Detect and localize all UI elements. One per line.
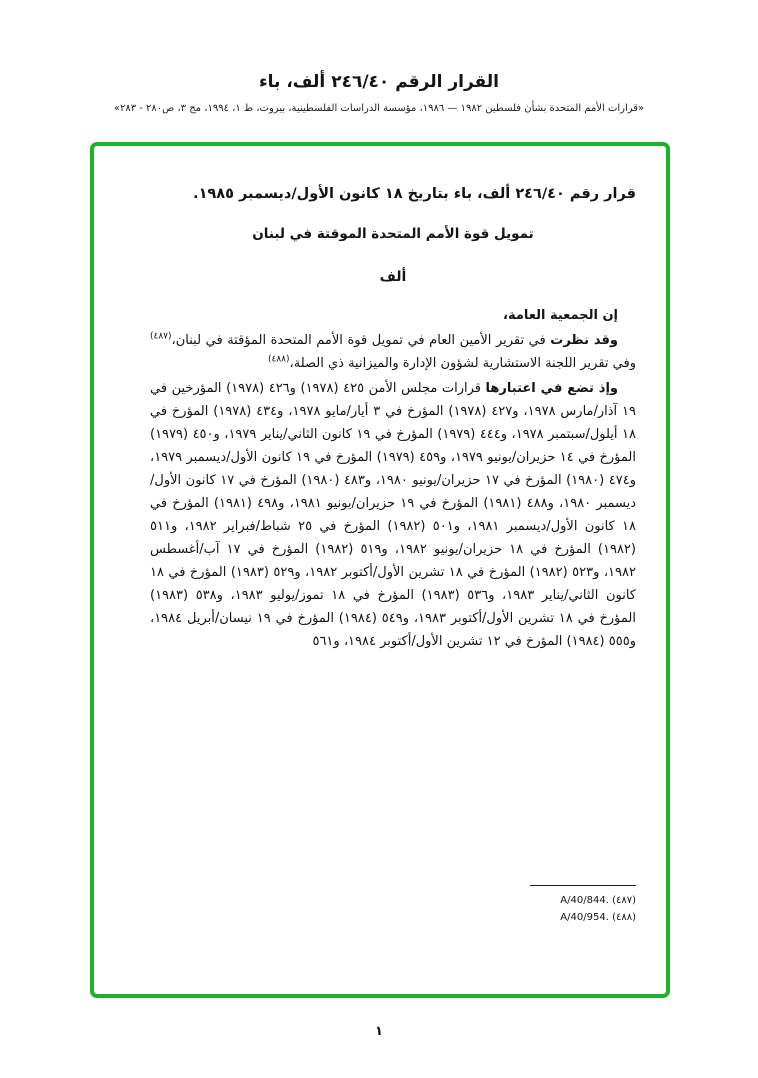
header-title: القرار الرقم ٢٤٦/٤٠ ألف، باء — [258, 72, 500, 92]
resolution-title: قرار رقم ٢٤٦/٤٠ ألف، باء بتاريخ ١٨ كانون الأول/ديسمبر ١٩٨٥. — [193, 186, 636, 202]
resolution-subject: تمويل قوة الأمم المتحدة الموقتة في لبنان — [252, 226, 534, 242]
paragraph-lead: وقد نظرت — [550, 333, 618, 348]
green-frame — [90, 142, 670, 998]
footnote-divider — [530, 885, 636, 886]
paragraph-lead: وإذ تضع في اعتبارها — [485, 381, 619, 396]
page-header — [0, 72, 758, 114]
footnote-marker: (٤٨٨) — [612, 911, 636, 923]
paragraph-text: في تقرير الأمين العام في تمويل قوة الأمم المتحدة المؤقتة في لبنان، — [171, 333, 551, 348]
footnote-text: A/40/844. — [560, 895, 609, 906]
opening-text: إن الجمعية العامة، — [503, 308, 618, 323]
footnote-marker: (٤٨٧) — [612, 895, 636, 906]
footnote-text: A/40/954. — [560, 911, 609, 923]
section-heading: ألف — [379, 269, 407, 285]
paragraph-text: وفي تقرير اللجنة الاستشارية لشؤون الإدارة والميزانية ذي الصلة، — [289, 356, 636, 371]
page-number: ١ — [375, 1024, 383, 1039]
resolution-body — [150, 182, 636, 982]
opening-line — [150, 304, 636, 327]
paragraph-considered — [150, 329, 636, 375]
footnote-487 — [150, 893, 636, 910]
footnote-ref-488: (٤٨٨) — [268, 354, 290, 365]
footnote-488 — [150, 910, 636, 927]
footnote-ref-487: (٤٨٧) — [150, 331, 172, 342]
footnotes-block — [150, 885, 636, 926]
footnote-divider-wrap — [150, 885, 636, 893]
page-footer — [0, 1020, 758, 1039]
source-citation: «قرارات الأمم المتحدة بشأن فلسطين ١٩٨٢ — ١٩٨٦، مؤسسة الدراسات الفلسطينية، بيروت، ط ١، ١٩٩٤، مج ٣، ص٢٨٠ - ٢٨٣» — [113, 103, 645, 114]
paragraph-bearing-in-mind — [150, 377, 636, 653]
paragraph-text: قرارات مجلس الأمن ٤٢٥ (١٩٧٨) و٤٢٦ (١٩٧٨) المؤرخين في ١٩ آذار/مارس ١٩٧٨، و٤٢٧ (١٩٧٨) المؤرخ في ٣ أيار/مايو ١٩٧٨، و٤٣٤ (١٩٧٨) المؤرخ في ١٨ أيلول/سبتمبر ١٩٧٨، و٤٤٤ (١٩٧٩) المؤرخ في ١٩ كانون الثاني/يناير ١٩٧٩، و٤٥٠ (١٩٧٩) المؤرخ في ١٤ حزيران/يونيو ١٩٧٩، و٤٥٩ (١٩٧٩) المؤرخ في ١٩ كانون الأول/ديسمبر ١٩٧٩، و٤٧٤ (١٩٨٠) المؤرخ في ١٧ حزيران/يونيو ١٩٨٠، و٤٨٣ (١٩٨٠) المؤرخ في ١٧ كانون الأول/ديسمبر ١٩٨٠، و٤٨٨ (١٩٨١) المؤرخ في ١٩ حزيران/يونيو ١٩٨١، و٤٩٨ (١٩٨١) المؤرخ في ١٨ كانون الأول/ديسمبر ١٩٨١، و٥٠١ (١٩٨٢) المؤرخ في ٢٥ شباط/فبراير ١٩٨٢، و٥١١ (١٩٨٢) المؤرخ في ١٨ حزيران/يونيو ١٩٨٢، و٥١٩ (١٩٨٢) المؤرخ في ١٧ آب/أغسطس ١٩٨٢، و٥٢٣ (١٩٨٢) المؤرخ في ١٨ تشرين الأول/أكتوبر ١٩٨٢، و٥٢٩ (١٩٨٣) المؤرخ في ١٨ كانون الثاني/يناير ١٩٨٣، و٥٣٦ (١٩٨٣) المؤرخ في ١٨ تموز/يوليو ١٩٨٣، و٥٣٨ (١٩٨٣) المؤرخ في ١٨ تشرين الأول/أكتوبر ١٩٨٣، و٥٤٩ (١٩٨٤) المؤرخ في ١٩ نيسان/أبريل ١٩٨٤، و٥٥٥ (١٩٨٤) المؤرخ في ١٢ تشرين الأول/أكتوبر ١٩٨٤، و٥٦١ — [150, 381, 636, 649]
